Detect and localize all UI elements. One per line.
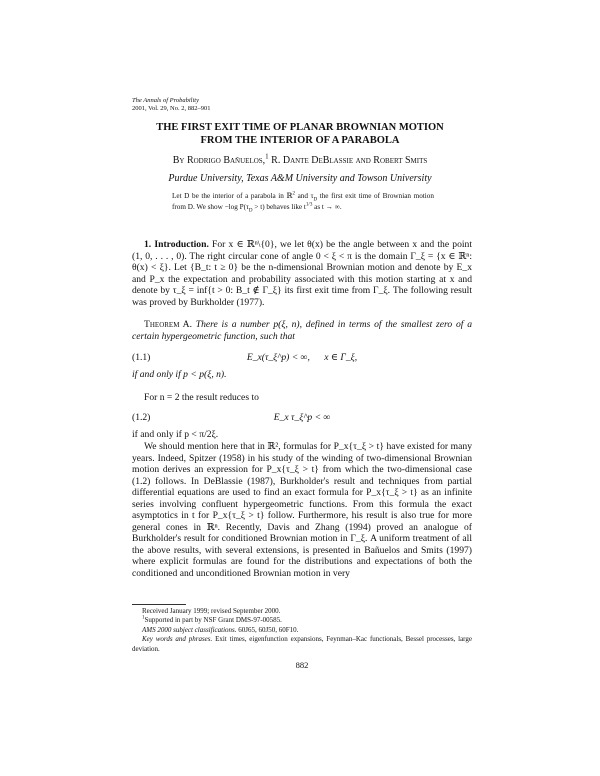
support-note (132, 616, 472, 625)
condition-text: if and only if p < p(ξ, n). (132, 369, 227, 380)
paper-title (132, 122, 468, 147)
theorem-statement: There is a number p(ξ, n), defined in terms of the smallest zero of a certain hypergeometric function, such that (132, 319, 472, 342)
abstract-sup-1: 2 (292, 191, 295, 197)
equation-body (132, 352, 472, 364)
footnote-rule (132, 604, 186, 605)
received-note: Received January 1999; revised September 2000. (142, 607, 281, 615)
footnotes (132, 607, 472, 654)
section-heading: 1. Introduction. (144, 239, 209, 250)
equation-number: (1.1) (132, 352, 151, 363)
equation-1-2-condition (132, 429, 472, 441)
abstract-text-3: the first exit time of Brownian motion from D. We show −log P(τ (172, 192, 434, 211)
title-line-2: FROM THE INTERIOR OF A PARABOLA (200, 134, 400, 146)
abstract-sup-2: 1/3 (305, 202, 313, 208)
journal-header (132, 97, 211, 113)
abstract-sub-1: D (313, 197, 318, 203)
condition-text: if and only if p < π/2ξ. (132, 429, 219, 440)
equation-body: E_x τ_ξ^p < ∞ (273, 412, 331, 423)
author-1-footnote-mark: 1 (265, 152, 269, 161)
n2-text: For n = 2 the result reduces to (144, 392, 259, 403)
theorem-label: Theorem A. (144, 319, 192, 330)
journal-citation: 2001, Vol. 29, No. 2, 882–901 (132, 105, 211, 112)
introduction-section (132, 239, 472, 308)
history-paragraph (132, 441, 472, 580)
by-label: By (172, 155, 185, 166)
author-3: Robert Smits (373, 155, 428, 166)
equation-rhs: x ∈ Γ_ξ, (324, 352, 358, 363)
ams-note (132, 626, 472, 635)
abstract-sub-2: D (248, 207, 253, 213)
equation-lhs: E_x(τ_ξ^p) < ∞, (246, 352, 310, 363)
and-label: and (353, 155, 374, 166)
equation-number: (1.2) (132, 412, 151, 423)
keywords-note (132, 635, 472, 654)
affiliations: Purdue University, Texas A&M University and Towson University (168, 173, 432, 184)
abstract-text-1: Let D be the interior of a parabola in ℝ (172, 192, 293, 200)
page-number: 882 (295, 660, 309, 670)
equation-1-1-condition (132, 369, 472, 381)
intro-paragraph: For x ∈ ℝⁿ\{0}, we let θ(x) be the angle between x and the point (1, 0, . . . , 0). The right circular cone of angle 0 < ξ < π is the domain Γ_ξ = {x ∈ ℝⁿ: θ(x) < ξ}. Let {B_t: t ≥ 0} be the n-dimensional Brownian motion and denote by E_x and P_x the expectation and probability associated with this motion starting at x and denote by τ_ξ = inf{t > 0: B_t ∉ Γ_ξ} its first exit time from Γ_ξ. The following result was proved by Burkholder (1977). (132, 239, 472, 308)
n2-paragraph (132, 392, 472, 404)
author-list (132, 152, 468, 167)
ams-label: AMS 2000 subject classifications. (142, 625, 237, 634)
journal-name: The Annals of Probability (132, 97, 199, 104)
support-text: Supported in part by NSF Grant DMS-97-00585. (144, 616, 282, 625)
abstract-text-2: and τ (294, 192, 314, 200)
author-2: R. Dante DeBlassie (268, 155, 354, 166)
abstract-text-4: > t) behaves like t (252, 202, 306, 211)
keywords-text: Exit times, eigenfunction expansions, Feynman–Kac functionals, Bessel processes, large deviation. (132, 635, 472, 653)
author-1: Rodrigo Bañuelos, (186, 155, 266, 166)
abstract-text-5: as t → ∞. (312, 202, 342, 211)
history-text: We should mention here that in ℝ², formulas for P_x{τ_ξ > t} have existed for many years. Indeed, Spitzer (1958) in his study of the winding of two-dimensional Brownian motion derives an expression for P_x{τ_ξ > t} from which the two-dimensional case (1.2) follows. In DeBlassie (1987), Burkholder's result and techniques from partial differential equations are used to find an exact formula for P_x{τ_ξ > t} as an infinite series involving confluent hypergeometric functions. From this formula the exact asymptotics in t for P_x{τ_ξ > t} follow. Furthermore, his result is also true for more general cones in ℝⁿ. Recently, Davis and Zhang (1994) proved an analogue of Burkholder's result for conditioned Brownian motion in Γ_ξ. A uniform treatment of all the above results, with several extensions, is presented in Bañuelos and Smits (1997) where explicit formulas are found for the distributions and expectations of both the conditioned and unconditioned Brownian motion in very (132, 441, 472, 580)
abstract (172, 191, 434, 212)
title-line-1: THE FIRST EXIT TIME OF PLANAR BROWNIAN MOTION (156, 122, 444, 133)
ams-codes: 60J65, 60J50, 60F10. (236, 625, 299, 634)
theorem-a (132, 319, 472, 342)
support-mark: 1 (142, 616, 145, 622)
keywords-label: Key words and phrases. (142, 635, 213, 644)
